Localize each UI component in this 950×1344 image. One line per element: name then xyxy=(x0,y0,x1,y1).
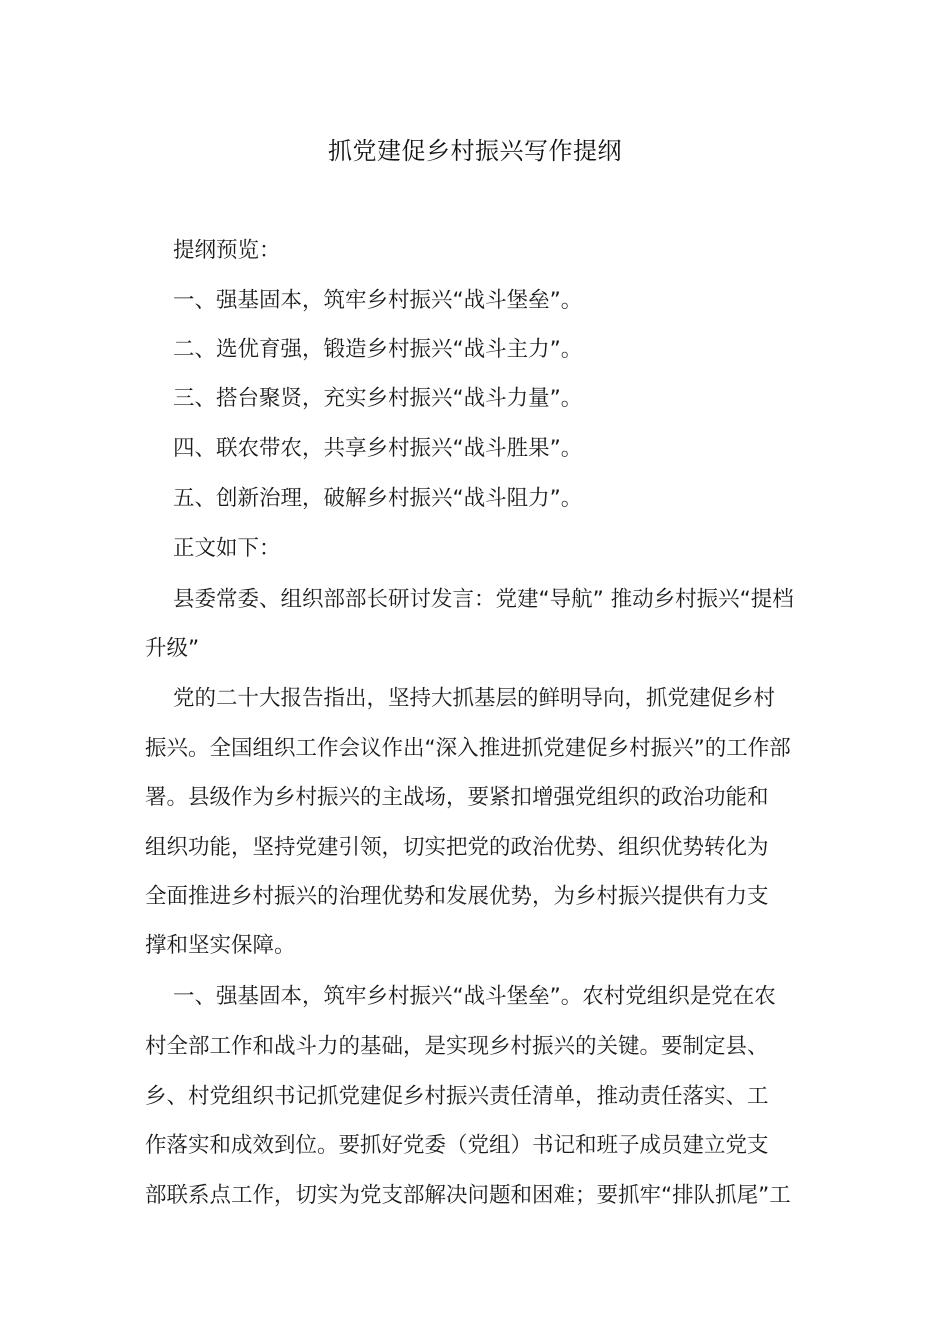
outline-item-3: 三、搭台聚贤，充实乡村振兴“战斗力量”。 xyxy=(173,386,583,411)
outline-item-1: 一、强基固本，筑牢乡村振兴“战斗堡垒”。 xyxy=(173,288,583,313)
paragraph-2-line-1: 一、强基固本，筑牢乡村振兴“战斗堡垒”。农村党组织是党在农 xyxy=(173,984,776,1009)
paragraph-2-line-5: 部联系点工作，切实为党支部解决问题和困难；要抓牢“排队抓尾”工 xyxy=(145,1183,791,1208)
outline-heading: 提纲预览： xyxy=(173,238,281,263)
outline-item-5: 五、创新治理，破解乡村振兴“战斗阻力”。 xyxy=(173,486,583,511)
outline-item-4: 四、联农带农，共享乡村振兴“战斗胜果”。 xyxy=(173,436,583,461)
speech-title-line-2: 升级” xyxy=(145,636,200,661)
speech-title-line-1: 县委常委、组织部部长研讨发言：党建“导航” 推动乡村振兴“提档 xyxy=(173,587,794,612)
paragraph-2-line-2: 村全部工作和战斗力的基础，是实现乡村振兴的关键。要制定县、 xyxy=(145,1034,769,1059)
paragraph-1-line-2: 振兴。全国组织工作会议作出“深入推进抓党建促乡村振兴”的工作部 xyxy=(145,736,791,761)
body-heading: 正文如下： xyxy=(173,536,281,561)
paragraph-1-line-1: 党的二十大报告指出，坚持大抓基层的鲜明导向，抓党建促乡村 xyxy=(173,686,776,711)
paragraph-2-line-3: 乡、村党组织书记抓党建促乡村振兴责任清单，推动责任落实、工 xyxy=(145,1084,769,1109)
paragraph-1-line-3: 署。县级作为乡村振兴的主战场，要紧扣增强党组织的政治功能和 xyxy=(145,785,769,810)
outline-item-2: 二、选优育强，锻造乡村振兴“战斗主力”。 xyxy=(173,337,583,362)
paragraph-2-line-4: 作落实和成效到位。要抓好党委（党组）书记和班子成员建立党支 xyxy=(145,1133,769,1158)
paragraph-1-line-6: 撑和坚实保障。 xyxy=(145,933,296,958)
paragraph-1-line-5: 全面推进乡村振兴的治理优势和发展优势，为乡村振兴提供有力支 xyxy=(145,884,769,909)
document-title: 抓党建促乡村振兴写作提纲 xyxy=(328,137,622,165)
paragraph-1-line-4: 组织功能，坚持党建引领，切实把党的政治优势、组织优势转化为 xyxy=(145,835,769,860)
